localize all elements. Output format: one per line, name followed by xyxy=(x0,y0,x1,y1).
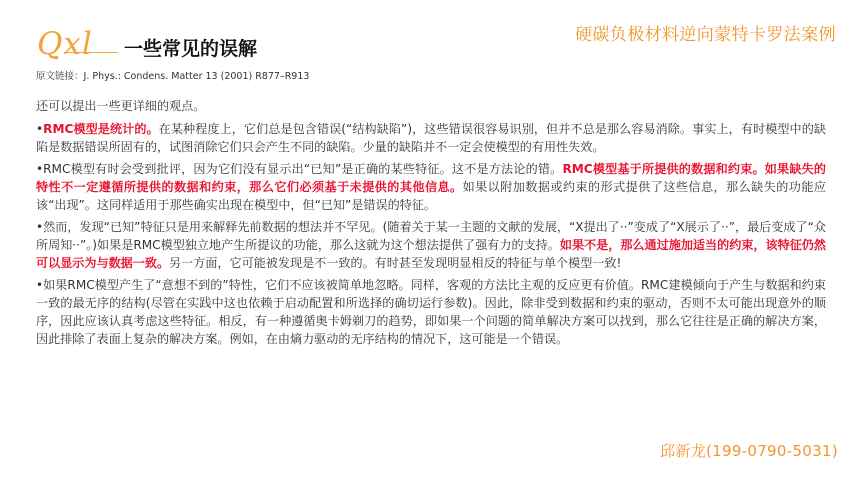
logo-underline xyxy=(64,52,118,53)
body-text: 在某种程度上，它们总是包含错误(“结构缺陷”)，这些错误很容易识别，但并不总是那么容易消除。事实上，有时模型中的缺陷是数据错误所固有的，试图消除它们只会产生不同的缺陷。少量的缺陷并不一定会使模型的有用性失效。 xyxy=(36,122,826,154)
source-line xyxy=(36,70,309,84)
body-text: •如果RMC模型产生了“意想不到的”特性，它们不应该被简单地忽略。同样，客观的方法比主观的反应更有价值。RMC建模倾向于产生与数据和约束一致的最无序的结构(尽管在实践中这也依赖于启动配置和所选择的确切运行参数)。因此，除非受到数据和约束的驱动，否则不太可能出现意外的顺序，因此应该认真考虑这些特征。相反，有一种遵循奥卡姆剃刀的趋势，即如果一个问题的简单解决方案可以找到，那么它往往是正确的解决方案，因此排除了表面上复杂的解决方案。例如，在由熵力驱动的无序结构的情况下，这可能是一个错误。 xyxy=(36,278,826,346)
page-title: 一些常见的误解 xyxy=(124,38,258,60)
main-content xyxy=(36,97,826,352)
source-citation: J. Phys.: Condens. Matter 13 (2001) R877–R913 xyxy=(83,71,310,82)
body-text: 另一方面，它可能被发现是不一致的。有时甚至发现明显相反的特征与单个模型一致! xyxy=(169,256,622,270)
highlight-text: RMC模型基于所提供的数据和约束。如果缺失的特性不一定遵循所提供的数据和约束，那么它们必须基于未提供的其他信息。 xyxy=(36,162,826,194)
body-text: •RMC模型有时会受到批评，因为它们没有显示出“已知”是正确的某些特征。这不是方法论的错。 xyxy=(36,162,563,176)
source-label: 原文链接： xyxy=(36,71,84,82)
paragraph-2 xyxy=(36,160,826,214)
paragraph-4 xyxy=(36,276,826,348)
paragraph-1 xyxy=(36,120,826,156)
course-title: 硬碳负极材料逆向蒙特卡罗法案例 xyxy=(575,25,836,45)
logo: Qxl xyxy=(37,26,93,62)
highlight-text: 如果不是，那么通过施加适当的约束，该特征仍然可以显示为与数据一致。 xyxy=(36,238,826,270)
bullet: • xyxy=(36,122,44,136)
paragraph-3 xyxy=(36,218,826,272)
highlight-text: RMC模型是统计的。 xyxy=(43,122,159,136)
intro-paragraph: 还可以提出一些更详细的观点。 xyxy=(36,99,206,113)
body-text: •然而，发现“已知”特征只是用来解释先前数据的想法并不罕见。(随着关于某一主题的文献的发展，“X提出了··”变成了“X展示了··”，最后变成了“众所周知··”。)如果是RMC模型独立地产生所提议的功能，那么这就为这个想法提供了强有力的支持。 xyxy=(36,220,826,252)
body-text: 如果以附加数据或约束的形式提供了这些信息，那么缺失的功能应该“出现”。这同样适用于那些确实出现在模型中，但“已知”是错误的特征。 xyxy=(36,180,826,212)
footer-signature: 邱新龙(199-0790-5031) xyxy=(660,442,838,460)
